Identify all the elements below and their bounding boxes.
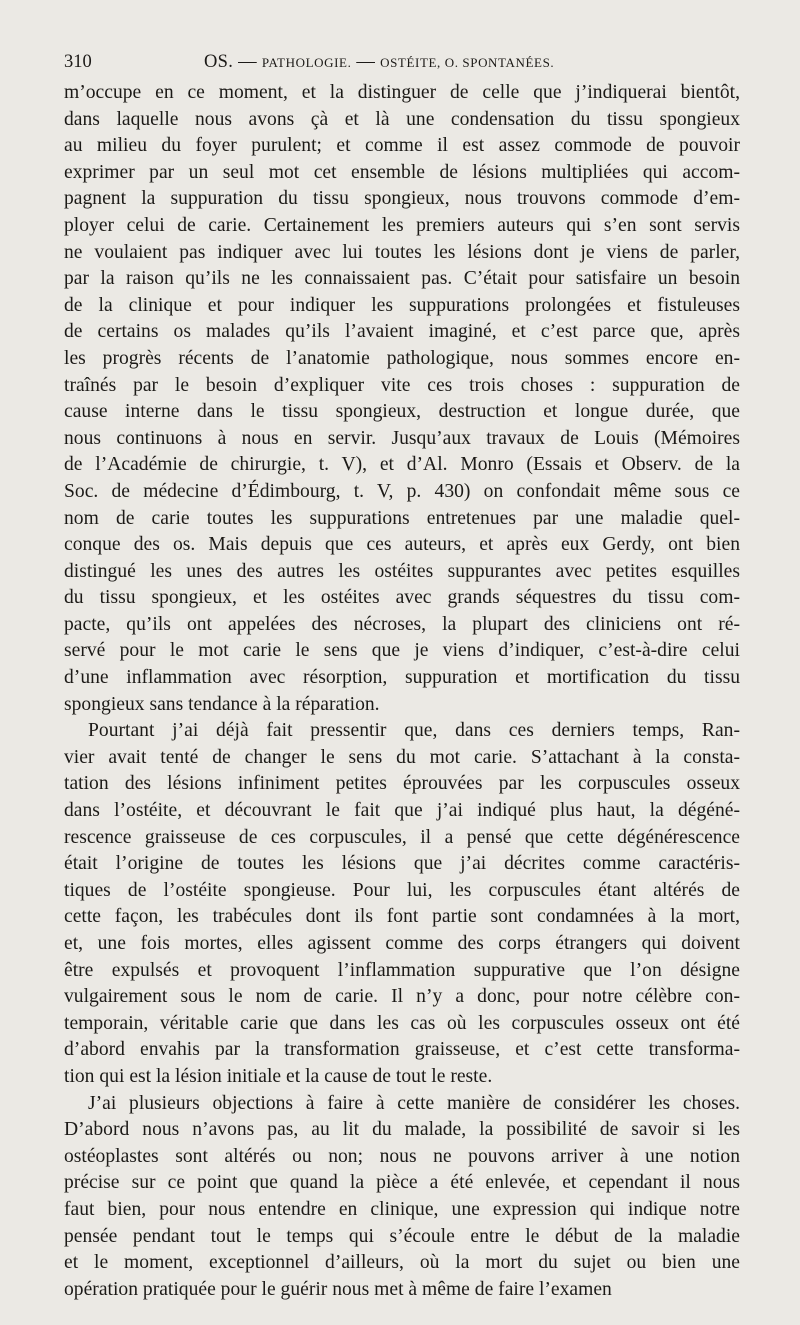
text-line: tiques de l’ostéite spongieuse. Pour lui, les corpuscules étant altérés de [64,879,740,901]
text-line: dans l’ostéite, et découvrant le fait que j’ai indiqué plus haut, la dégéné- [64,800,740,822]
text-line: pensée pendant tout le temps qui s’écoule entre le début de la maladie [64,1225,740,1247]
text-line: cette façon, les trabécules dont ils font partie sont condamnées à la mort, [64,906,740,928]
text-line: cause interne dans le tissu spongieux, destruction et longue durée, que [64,401,740,423]
header-subsection: OSTÉITE, O. SPONTANÉES. [380,55,555,70]
text-line: opération pratiquée pour le guérir nous met à même de faire l’examen [64,1278,612,1300]
text-line: Pourtant j’ai déjà fait pressentir que, dans ces derniers temps, Ran- [88,720,740,742]
text-line: nom de carie toutes les suppurations entretenues par une maladie quel- [64,507,740,529]
text-line: faut bien, pour nous entendre en clinique, une expression qui indique notre [64,1198,740,1220]
text-line: vier avait tenté de changer le sens du mot carie. S’attachant à la consta- [64,746,740,768]
running-title [204,52,554,73]
text-line: D’abord nous n’avons pas, au lit du malade, la possibilité de savoir si les [64,1119,740,1141]
text-line: spongieux sans tendance à la réparation. [64,693,380,715]
text-line: ployer celui de carie. Certainement les premiers auteurs qui s’en sont servis [64,214,740,236]
text-line: servé pour le mot carie le sens que je viens d’indiquer, c’est-à-dire celui [64,640,740,662]
text-line: du tissu spongieux, et les ostéites avec grands séquestres du tissu com- [64,587,740,609]
text-line: les progrès récents de l’anatomie pathologique, nous sommes encore en- [64,347,740,369]
text-line: de la clinique et pour indiquer les suppurations prolongées et fistuleuses [64,294,740,316]
text-line: par la raison qu’ils ne les connaissaient pas. C’était pour satisfaire un besoin [64,268,740,290]
text-line: dans laquelle nous avons çà et là une condensation du tissu spongieux [64,108,740,130]
text-line: tation des lésions infiniment petites éprouvées par les corpuscules osseux [64,773,740,795]
header-dash-1: — [238,52,257,72]
text-line: exprimer par un seul mot cet ensemble de lésions multipliées qui accom- [64,161,740,183]
paragraph [64,1091,740,1304]
page-number: 310 [64,52,92,72]
text-line: vulgairement sous le nom de carie. Il n’y a donc, pour notre célèbre con- [64,986,740,1008]
text-line: temporain, véritable carie que dans les cas où les corpuscules osseux ont été [64,1012,740,1034]
text-line: et, une fois mortes, elles agissent comme des corps étrangers qui doivent [64,933,740,954]
text-line: tion qui est la lésion initiale et la cause de tout le reste. [64,1065,493,1087]
text-line: pacte, qu’ils ont appelées des nécroses, la plupart des cliniciens ont ré- [64,613,740,635]
text-line: de certains os malades qu’ils l’avaient imaginé, et c’est parce que, après [64,321,740,343]
text-line: d’abord envahis par la transformation graisseuse, et c’est cette transforma- [64,1039,740,1061]
text-line: au milieu du foyer purulent; et comme il est assez commode de pouvoir [64,135,740,157]
text-line: m’occupe en ce moment, et la distinguer de celle que j’indiquerai bientôt, [64,82,740,103]
text-line: d’une inflammation avec résorption, suppuration et mortification du tissu [64,667,740,689]
paragraph [64,718,740,1090]
text-line: précise sur ce point que quand la pièce a été enlevée, et cependant il nous [64,1172,740,1194]
text-line: et le moment, exceptionnel d’ailleurs, où la mort du sujet ou bien une [64,1252,740,1274]
header-dash-2: — [356,52,376,72]
header-os: OS. [204,52,234,72]
body-text [64,80,740,1303]
text-line: traînés par le besoin d’expliquer vite ces trois choses : suppuration de [64,374,740,396]
running-header [64,52,740,82]
text-line: distingué les unes des autres les ostéites suppurantes avec petites esquilles [64,560,740,582]
text-line: était l’origine de toutes les lésions que j’ai décrites comme caractéris- [64,853,740,875]
text-line: nous continuons à nous en servir. Jusqu’aux travaux de Louis (Mémoires [64,427,740,449]
text-line: pagnent la suppuration du tissu spongieux, nous trouvons commode d’em- [64,188,740,210]
text-line: rescence graisseuse de ces corpuscules, il a pensé que cette dégénérescence [64,826,740,848]
text-line: ostéoplastes sont altérés ou non; nous ne pouvons arriver à une notion [64,1145,740,1167]
paragraph [64,80,740,718]
text-line: Soc. de médecine d’Édimbourg, t. V, p. 430) on confondait même sous ce [64,480,740,502]
text-line: ne voulaient pas indiquer avec lui toutes les lésions dont je viens de parler, [64,241,740,263]
header-section: PATHOLOGIE. [261,55,352,70]
text-line: être expulsés et provoquent l’inflammation suppurative que l’on désigne [64,959,740,981]
text-line: J’ai plusieurs objections à faire à cette manière de considérer les choses. [88,1092,740,1114]
text-line: conque des os. Mais depuis que ces auteurs, et après eux Gerdy, ont bien [64,534,740,556]
text-line: de l’Académie de chirurgie, t. V), et d’Al. Monro (Essais et Observ. de la [64,454,740,476]
